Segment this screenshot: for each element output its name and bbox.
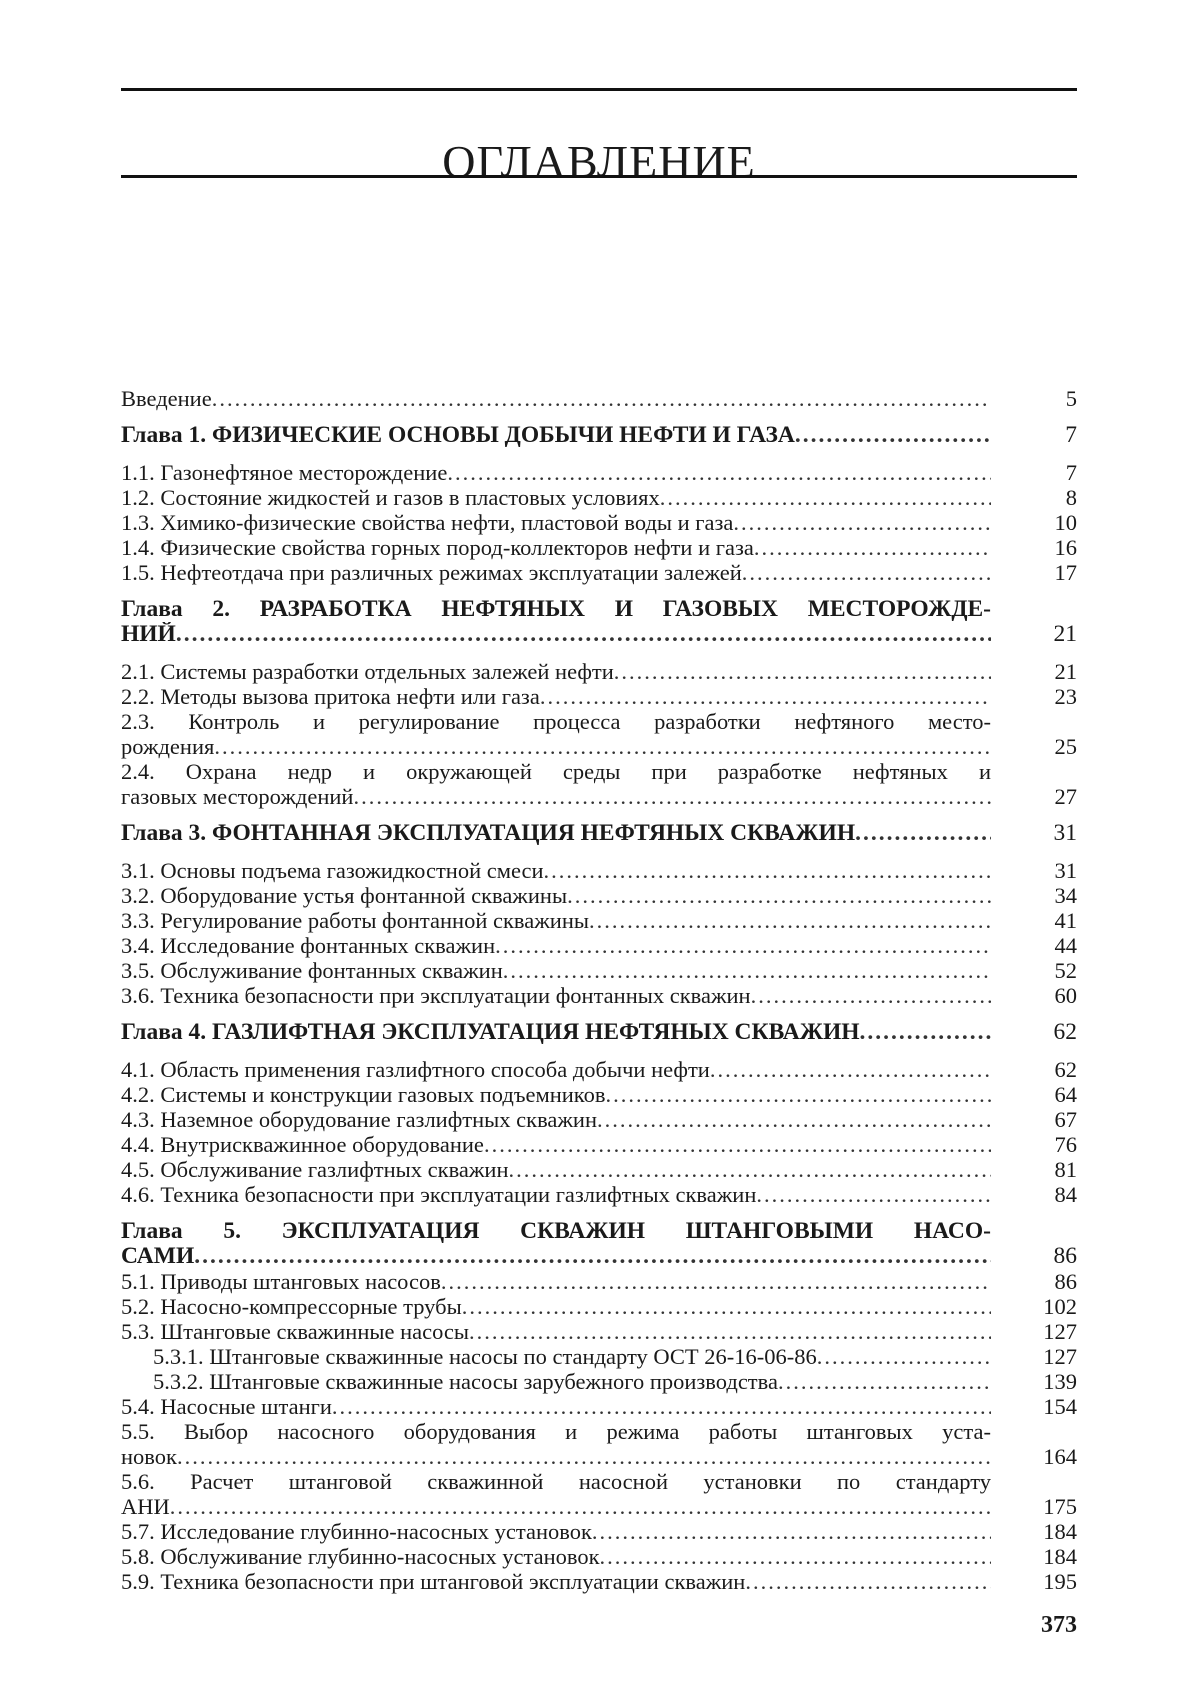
dot-leader	[733, 510, 991, 535]
toc-entry-title: 5.3. Штанговые скважинные насосы	[121, 1319, 470, 1344]
toc-entry-title: 1.4. Физические свойства горных пород-коллекторов нефти и газа	[121, 535, 754, 560]
toc-entry-3-4[interactable]	[121, 933, 1077, 958]
page-number: 139	[1043, 1369, 1077, 1394]
toc-entry-3-3[interactable]	[121, 908, 1077, 933]
dot-leader	[855, 821, 991, 846]
toc-entry-title: 5.3.1. Штанговые скважинные насосы по стандарту ОСТ 26-16-06-86	[153, 1344, 817, 1369]
toc-chapter-3[interactable]	[121, 821, 1077, 846]
dot-leader	[597, 1107, 991, 1132]
page-number: 21	[1054, 659, 1077, 684]
toc-entry-2-4-line1[interactable]: 2.4. Охрана недр и окружающей среды при разработке нефтяных и	[121, 759, 991, 784]
toc-entry-title: 5.9. Техника безопасности при штанговой эксплуатации скважин	[121, 1569, 746, 1594]
toc-entry-1-1[interactable]	[121, 460, 1077, 485]
toc-entry-title: 5.8. Обслуживание глубинно-насосных установок	[121, 1544, 600, 1569]
toc-entry-title: АНИ	[121, 1494, 170, 1519]
dot-leader	[756, 1182, 991, 1207]
page-number: 86	[1054, 1269, 1077, 1294]
bottom-rule	[121, 175, 1077, 178]
toc-chapter-5[interactable]	[121, 1244, 1077, 1269]
page-number: 102	[1043, 1294, 1077, 1319]
page-number: 25	[1054, 734, 1077, 759]
toc-entry-5-6[interactable]	[121, 1494, 1077, 1519]
toc-entry-1-4[interactable]	[121, 535, 1077, 560]
dot-leader	[214, 734, 991, 759]
page-number: 52	[1054, 958, 1077, 983]
dot-leader	[614, 659, 991, 684]
toc-entry-title: 4.2. Системы и конструкции газовых подъемников	[121, 1082, 606, 1107]
toc-chapter-5-line1[interactable]: Глава 5. ЭКСПЛУАТАЦИЯ СКВАЖИН ШТАНГОВЫМИ НАСО-	[121, 1219, 991, 1244]
page-number: 164	[1043, 1444, 1077, 1469]
page-title: ОГЛАВЛЕНИЕ	[442, 135, 756, 187]
dot-leader	[332, 1394, 991, 1419]
toc-chapter-4[interactable]	[121, 1020, 1077, 1045]
toc-entry-title: Глава 1. ФИЗИЧЕСКИЕ ОСНОВЫ ДОБЫЧИ НЕФТИ И ГАЗА	[121, 423, 795, 448]
page-number: 184	[1043, 1544, 1077, 1569]
dot-leader	[212, 386, 991, 411]
toc-entry-5-4[interactable]	[121, 1394, 1077, 1419]
toc-chapter-2-line1[interactable]: Глава 2. РАЗРАБОТКА НЕФТЯНЫХ И ГАЗОВЫХ МЕСТОРОЖДЕ-	[121, 597, 991, 622]
toc-entry-5-1[interactable]	[121, 1269, 1077, 1294]
toc-entry-title: 5.4. Насосные штанги	[121, 1394, 332, 1419]
dot-leader	[469, 1319, 991, 1344]
toc-entry-title: 3.4. Исследование фонтанных скважин	[121, 933, 496, 958]
page-number: 44	[1054, 933, 1077, 958]
page-number: 195	[1043, 1569, 1077, 1594]
top-rule	[121, 88, 1077, 91]
toc-entry-title: 3.3. Регулирование работы фонтанной скважины	[121, 908, 589, 933]
page-number: 31	[1054, 858, 1077, 883]
toc-entry-title: 1.3. Химико-физические свойства нефти, пластовой воды и газа	[121, 510, 734, 535]
toc-entry-4-2[interactable]	[121, 1082, 1077, 1107]
toc-entry-4-4[interactable]	[121, 1132, 1077, 1157]
toc-entry-title: 1.1. Газонефтяное месторождение	[121, 460, 448, 485]
toc-entry-5-5-line1[interactable]: 5.5. Выбор насосного оборудования и режима работы штанговых уста-	[121, 1419, 991, 1444]
table-of-contents	[121, 386, 1077, 1594]
page-number: 81	[1054, 1157, 1077, 1182]
dot-leader	[462, 1294, 991, 1319]
toc-entry-3-2[interactable]	[121, 883, 1077, 908]
toc-entry-title: 2.1. Системы разработки отдельных залежей нефти	[121, 659, 614, 684]
toc-chapter-2[interactable]	[121, 622, 1077, 647]
toc-entry-title: 2.2. Методы вызова притока нефти или газа	[121, 684, 540, 709]
toc-entry-title: 3.2. Оборудование устья фонтанной скважины	[121, 883, 568, 908]
toc-entry-5-6-line1[interactable]: 5.6. Расчет штанговой скважинной насосной установки по стандарту	[121, 1469, 991, 1494]
toc-entry-3-1[interactable]	[121, 858, 1077, 883]
page-number: 10	[1054, 510, 1077, 535]
toc-entry-5-5[interactable]	[121, 1444, 1077, 1469]
toc-entry-3-5[interactable]	[121, 958, 1077, 983]
dot-leader	[589, 908, 991, 933]
toc-entry-title: 4.5. Обслуживание газлифтных скважин	[121, 1157, 509, 1182]
dot-leader	[353, 784, 991, 809]
dot-leader	[170, 1494, 991, 1519]
dot-leader	[600, 1544, 991, 1569]
toc-entry-title: 5.1. Приводы штанговых насосов	[121, 1269, 441, 1294]
page-number: 67	[1054, 1107, 1077, 1132]
toc-entry-4-5[interactable]	[121, 1157, 1077, 1182]
toc-entry-title: 5.7. Исследование глубинно-насосных установок	[121, 1519, 592, 1544]
toc-entry-title: 3.1. Основы подъема газожидкостной смеси	[121, 858, 544, 883]
toc-entry-title: новок	[121, 1444, 177, 1469]
toc-entry-2-1[interactable]	[121, 659, 1077, 684]
toc-entry-title: 4.3. Наземное оборудование газлифтных скважин	[121, 1107, 598, 1132]
page-number: 31	[1053, 820, 1077, 846]
toc-entry-1-5[interactable]	[121, 560, 1077, 585]
page-folio-number: 373	[1041, 1612, 1077, 1638]
toc-entry-title: 3.6. Техника безопасности при эксплуатации фонтанных скважин	[121, 983, 751, 1008]
toc-entry-5-3[interactable]	[121, 1319, 1077, 1344]
page-number: 62	[1053, 1019, 1077, 1045]
dot-leader	[710, 1057, 991, 1082]
page-number: 7	[1065, 460, 1077, 485]
toc-entry-1-3[interactable]	[121, 510, 1077, 535]
dot-leader	[795, 423, 991, 448]
toc-entry-1-2[interactable]	[121, 485, 1077, 510]
dot-leader	[751, 983, 991, 1008]
toc-entry-5-3-2[interactable]	[121, 1369, 1077, 1394]
dot-leader	[495, 933, 991, 958]
page-number: 64	[1054, 1082, 1077, 1107]
dot-leader	[447, 460, 991, 485]
page-number: 8	[1065, 485, 1077, 510]
dot-leader	[860, 1020, 991, 1045]
toc-entry-4-6[interactable]	[121, 1182, 1077, 1207]
dot-leader	[567, 883, 991, 908]
toc-entry-intro[interactable]	[121, 386, 1077, 411]
dot-leader	[544, 858, 991, 883]
toc-entry-4-1[interactable]	[121, 1057, 1077, 1082]
dot-leader	[176, 622, 991, 647]
toc-entry-title: 4.6. Техника безопасности при эксплуатации газлифтных скважин	[121, 1182, 757, 1207]
toc-entry-2-3-line1[interactable]: 2.3. Контроль и регулирование процесса разработки нефтяного место-	[121, 709, 991, 734]
page-number: 184	[1043, 1519, 1077, 1544]
page-number: 27	[1054, 784, 1077, 809]
toc-entry-5-9[interactable]	[121, 1569, 1077, 1594]
page-number: 34	[1054, 883, 1077, 908]
toc-entry-2-3[interactable]	[121, 734, 1077, 759]
dot-leader	[540, 684, 991, 709]
toc-entry-title: Глава 3. ФОНТАННАЯ ЭКСПЛУАТАЦИЯ НЕФТЯНЫХ СКВАЖИН	[121, 821, 856, 846]
page-number: 23	[1054, 684, 1077, 709]
page-number: 41	[1054, 908, 1077, 933]
page-number: 84	[1054, 1182, 1077, 1207]
toc-entry-title: 4.4. Внутрискважинное оборудование	[121, 1132, 484, 1157]
dot-leader	[660, 485, 991, 510]
page-number: 86	[1053, 1243, 1077, 1269]
toc-entry-title: рождения	[121, 734, 215, 759]
dot-leader	[592, 1519, 991, 1544]
toc-entry-title: 3.5. Обслуживание фонтанных скважин	[121, 958, 503, 983]
toc-entry-title: газовых месторождений	[121, 784, 354, 809]
page-number: 16	[1054, 535, 1077, 560]
toc-entry-5-2[interactable]	[121, 1294, 1077, 1319]
dot-leader	[742, 560, 991, 585]
toc-entry-title: 4.1. Область применения газлифтного способа добычи нефти	[121, 1057, 710, 1082]
dot-leader	[177, 1444, 991, 1469]
toc-entry-title: САМИ	[121, 1244, 195, 1269]
toc-entry-title: 5.3.2. Штанговые скважинные насосы зарубежного производства	[153, 1369, 778, 1394]
toc-entry-2-2[interactable]	[121, 684, 1077, 709]
dot-leader	[509, 1157, 991, 1182]
toc-entry-title: НИЙ	[121, 622, 176, 647]
toc-entry-title: Введение	[121, 386, 212, 411]
toc-entry-3-6[interactable]	[121, 983, 1077, 1008]
page-number: 76	[1054, 1132, 1077, 1157]
page-number: 5	[1065, 386, 1077, 411]
toc-entry-4-3[interactable]	[121, 1107, 1077, 1132]
toc-entry-title: Глава 4. ГАЗЛИФТНАЯ ЭКСПЛУАТАЦИЯ НЕФТЯНЫХ СКВАЖИН	[121, 1020, 860, 1045]
toc-entry-5-7[interactable]	[121, 1519, 1077, 1544]
page-number: 60	[1054, 983, 1077, 1008]
page-number: 21	[1053, 621, 1077, 647]
dot-leader	[754, 535, 991, 560]
page-number: 17	[1054, 560, 1077, 585]
dot-leader	[484, 1132, 991, 1157]
dot-leader	[745, 1569, 991, 1594]
page-number: 127	[1043, 1344, 1077, 1369]
toc-entry-2-4[interactable]	[121, 784, 1077, 809]
page-number: 154	[1043, 1394, 1077, 1419]
toc-entry-title: 1.5. Нефтеотдача при различных режимах эксплуатации залежей	[121, 560, 742, 585]
dot-leader	[778, 1369, 991, 1394]
page-number: 175	[1043, 1494, 1077, 1519]
page-number: 62	[1054, 1057, 1077, 1082]
page-number: 127	[1043, 1319, 1077, 1344]
dot-leader	[194, 1244, 991, 1269]
toc-chapter-1[interactable]	[121, 423, 1077, 448]
toc-entry-5-3-1[interactable]	[121, 1344, 1077, 1369]
dot-leader	[605, 1082, 991, 1107]
toc-entry-title: 1.2. Состояние жидкостей и газов в пластовых условиях	[121, 485, 660, 510]
dot-leader	[441, 1269, 991, 1294]
toc-entry-title: 5.2. Насосно-компрессорные трубы	[121, 1294, 462, 1319]
toc-entry-5-8[interactable]	[121, 1544, 1077, 1569]
dot-leader	[817, 1344, 991, 1369]
dot-leader	[503, 958, 991, 983]
page-number: 7	[1065, 422, 1077, 448]
